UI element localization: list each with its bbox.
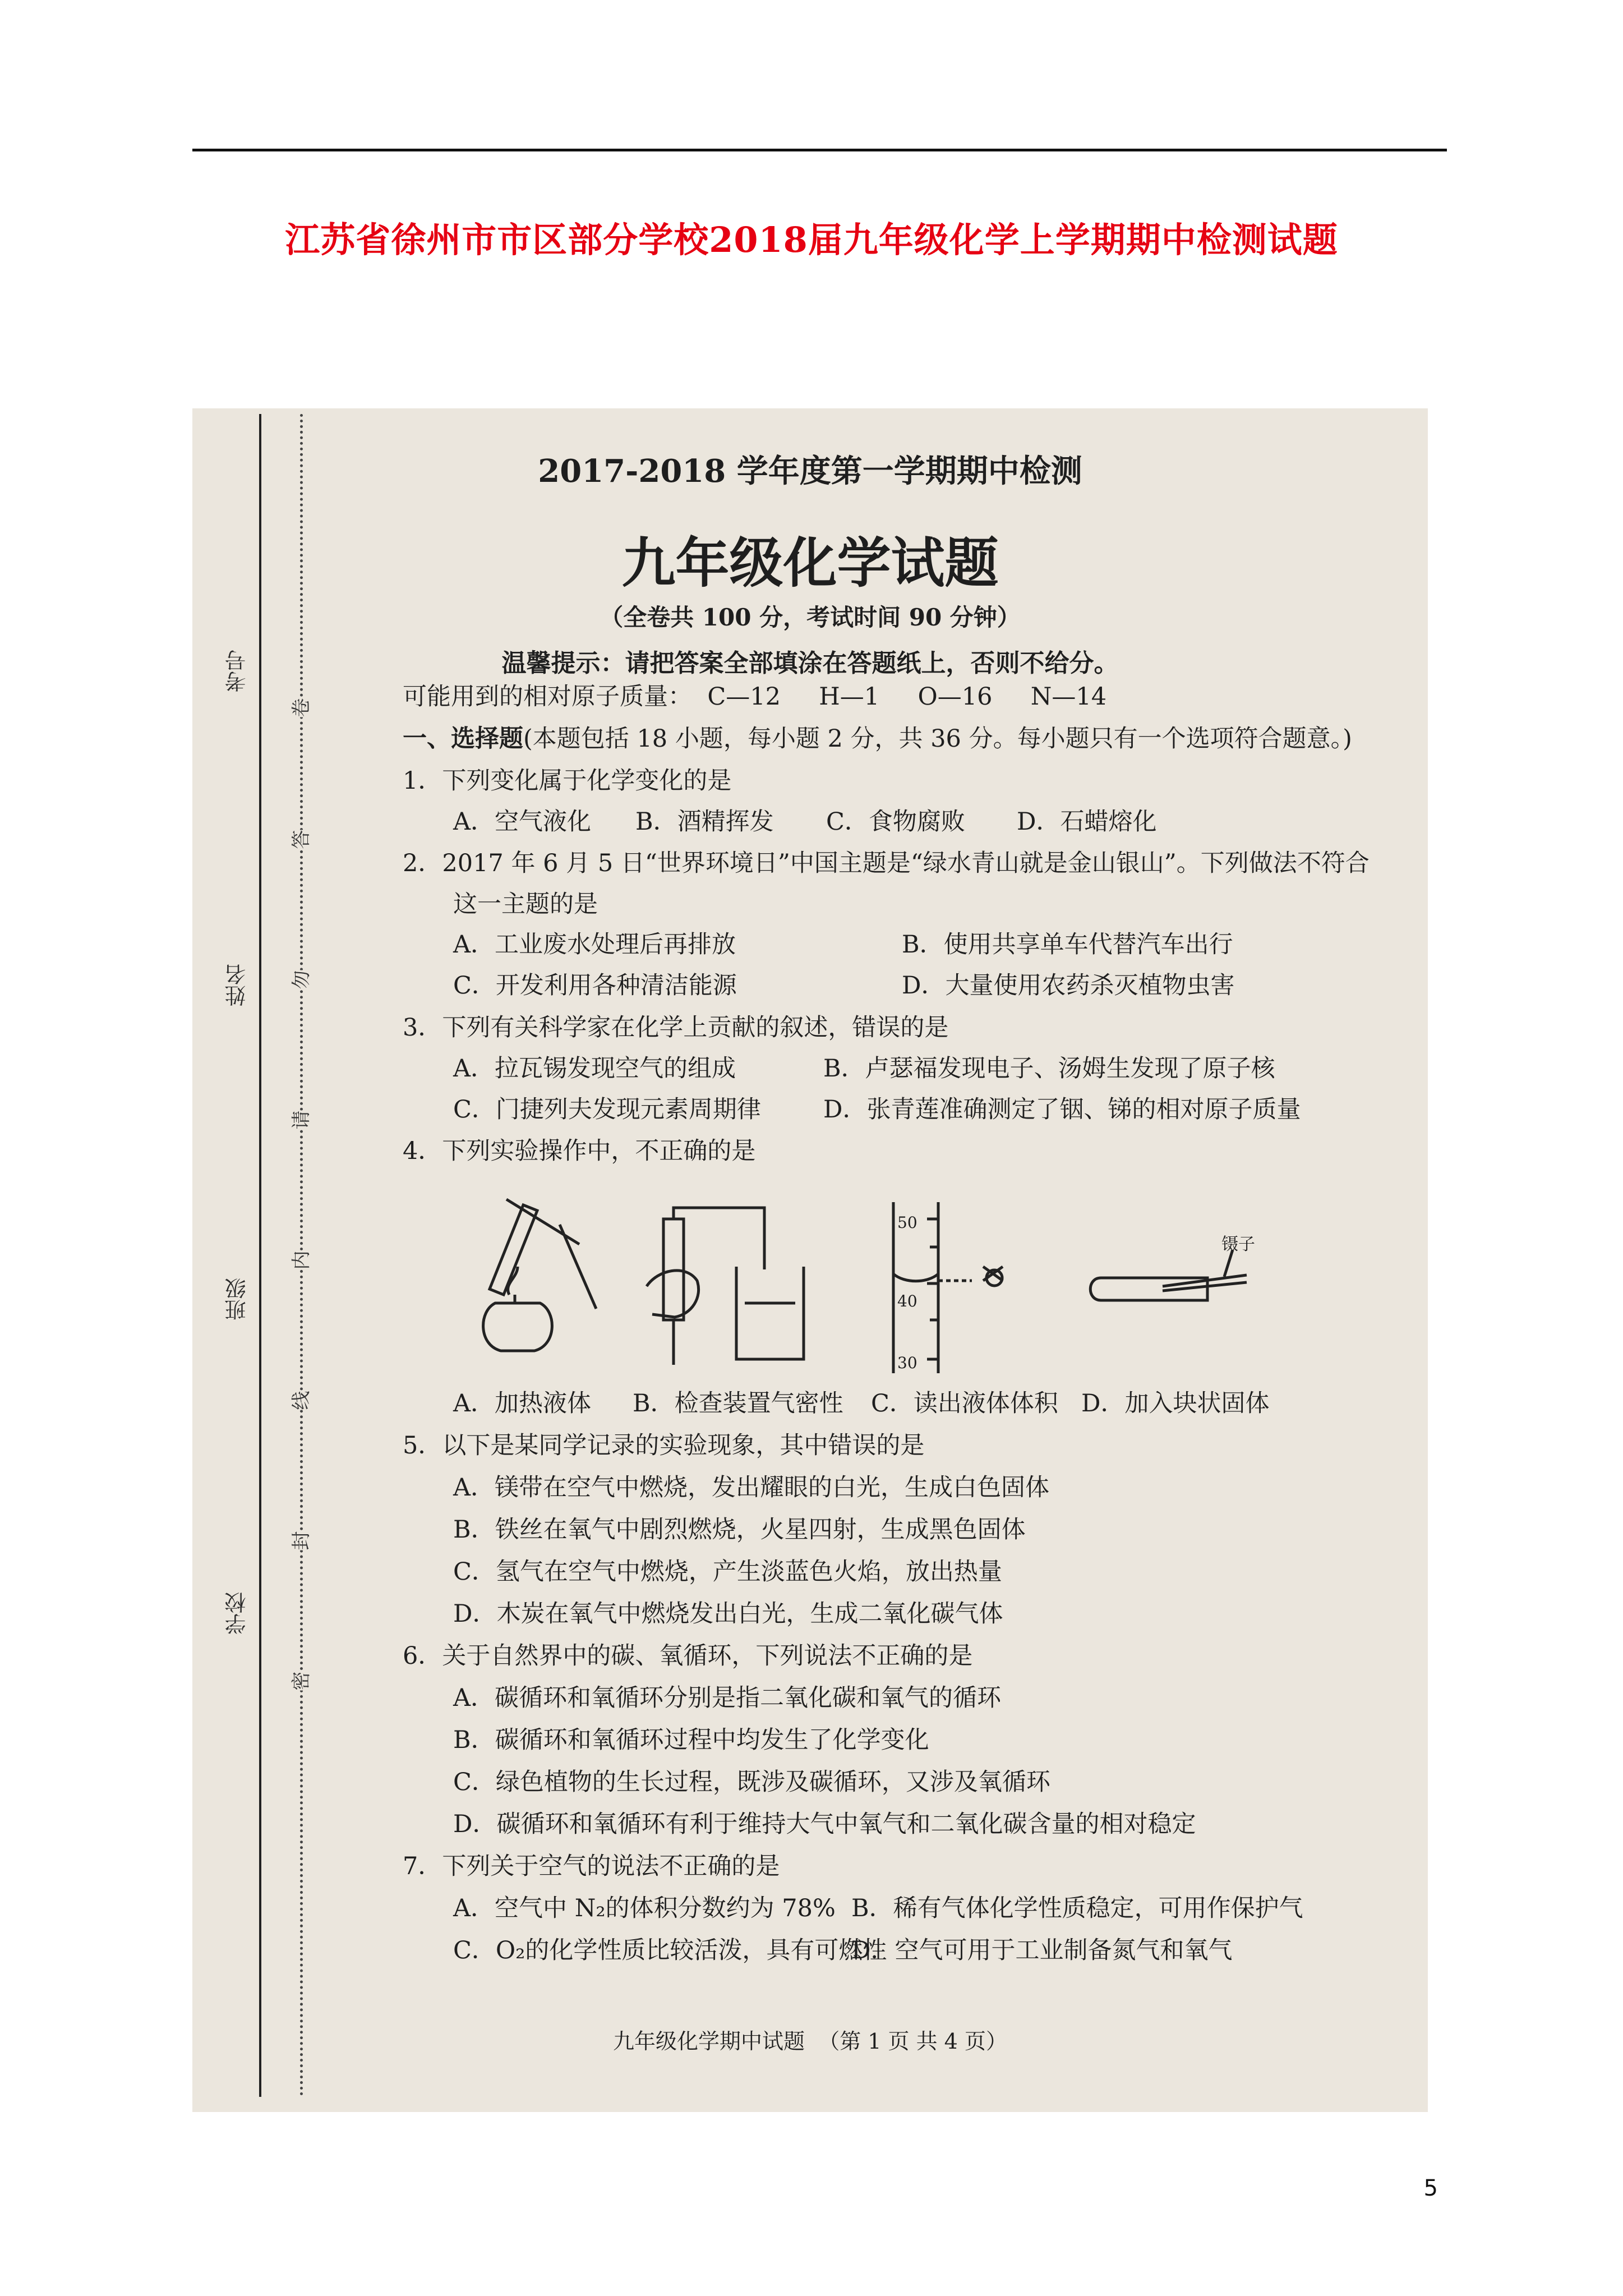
adding-solid-diagram — [1078, 1233, 1280, 1328]
q1-option-d: D．石蜡熔化 — [1017, 808, 1157, 836]
document-title: 江苏省徐州市市区部分学校2018届九年级化学上学期期中检测试题 — [285, 219, 1338, 260]
seal-char: 勿 — [284, 970, 316, 990]
q4-option-c: C．读出液体体积 — [871, 1389, 1058, 1418]
q7-option-a: A．空气中 N₂的体积分数约为 78% — [453, 1894, 836, 1922]
reading-volume-diagram — [882, 1197, 1062, 1376]
label-name: 姓名 — [225, 964, 250, 1006]
exam-title: 九年级化学试题 — [621, 531, 999, 595]
q5-option-d: D．木炭在氧气中燃烧发出白光，生成二氧化碳气体 — [453, 1600, 1003, 1628]
cylinder-mark-40: 40 — [897, 1292, 917, 1310]
q7-option-c: C．O₂的化学性质比较活泼，具有可燃性 — [453, 1936, 887, 1964]
q3-option-d: D．张青莲准确测定了铟、锑的相对原子质量 — [823, 1096, 1301, 1124]
q5-option-c: C．氢气在空气中燃烧，产生淡蓝色火焰，放出热量 — [453, 1558, 1002, 1586]
q2-option-a: A．工业废水处理后再排放 — [453, 931, 736, 959]
q6-option-d: D．碳循环和氧循环有利于维持大气中氧气和二氧化碳含量的相对稳定 — [453, 1810, 1196, 1838]
section-label: 一、选择题 — [403, 725, 523, 753]
cylinder-mark-50: 50 — [897, 1213, 917, 1232]
header-rule — [192, 149, 1447, 151]
heating-liquid-diagram — [462, 1182, 607, 1368]
question-7-stem: 7．下列关于空气的说法不正确的是 — [403, 1852, 780, 1880]
seal-char: 答 — [284, 830, 316, 849]
q4-option-b: B．检查装置气密性 — [633, 1389, 843, 1418]
q4-option-d: D．加入块状固体 — [1081, 1389, 1270, 1418]
exam-info: （全卷共 100 分，考试时间 90 分钟） — [600, 604, 1021, 631]
airtightness-check-diagram — [641, 1202, 820, 1370]
q3-option-a: A．拉瓦锡发现空气的组成 — [453, 1055, 736, 1083]
seal-char: 封 — [284, 1531, 316, 1550]
question-3-stem: 3．下列有关科学家在化学上贡献的叙述，错误的是 — [403, 1014, 949, 1042]
q6-option-b: B．碳循环和氧循环过程中均发生了化学变化 — [453, 1726, 929, 1754]
q3-option-c: C．门捷列夫发现元素周期律 — [453, 1096, 761, 1124]
section-heading — [403, 720, 1352, 754]
label-school: 学校 — [225, 1592, 250, 1635]
cylinder-mark-30: 30 — [897, 1354, 917, 1372]
atomic-mass-line: 可能用到的相对原子质量： C—12 H—1 O—16 N—14 — [403, 683, 1107, 711]
question-4-stem: 4．下列实验操作中，不正确的是 — [403, 1137, 756, 1165]
label-exam-number: 考号 — [225, 650, 250, 692]
seal-char: 内 — [284, 1251, 316, 1270]
label-class: 班级 — [225, 1278, 250, 1320]
q3-option-b: B．卢瑟福发现电子、汤姆生发现了原子核 — [823, 1055, 1275, 1083]
q1-option-c: C．食物腐败 — [826, 808, 965, 836]
q6-option-a: A．碳循环和氧循环分别是指二氧化碳和氧气的循环 — [453, 1684, 1002, 1712]
q1-option-a: A．空气液化 — [453, 808, 592, 836]
q5-option-a: A．镁带在空气中燃烧，发出耀眼的白光，生成白色固体 — [453, 1474, 1050, 1502]
question-1-stem: 1．下列变化属于化学变化的是 — [403, 767, 732, 795]
question-2-stem-cont: 这一主题的是 — [453, 890, 598, 918]
seal-char: 卷 — [284, 698, 316, 717]
page-number: 5 — [1423, 2175, 1438, 2201]
seal-char: 请 — [284, 1111, 316, 1130]
tweezers-label: 镊子 — [1221, 1235, 1255, 1254]
seal-char: 密 — [284, 1672, 316, 1691]
q4-option-a: A．加热液体 — [453, 1389, 592, 1418]
exam-year-line: 2017-2018 学年度第一学期期中检测 — [538, 453, 1082, 490]
q2-option-d: D．大量使用农药杀灭植物虫害 — [902, 972, 1235, 1000]
exam-page-footer: 九年级化学期中试题 （第 1 页 共 4 页） — [613, 2029, 1007, 2054]
q2-option-c: C．开发利用各种清洁能源 — [453, 972, 737, 1000]
q2-option-b: B．使用共享单车代替汽车出行 — [902, 931, 1233, 959]
scanned-exam-page — [192, 408, 1428, 2112]
q1-option-b: B．酒精挥发 — [635, 808, 774, 836]
question-2-stem: 2．2017 年 6 月 5 日“世界环境日”中国主题是“绿水青山就是金山银山”。下列做法不符合 — [403, 849, 1370, 877]
q7-option-d: D．空气可用于工业制备氮气和氧气 — [851, 1936, 1233, 1964]
seal-char: 线 — [284, 1391, 316, 1410]
section-description: (本题包括 18 小题，每小题 2 分，共 36 分。每小题只有一个选项符合题意。) — [523, 725, 1352, 753]
exam-tip: 温馨提示：请把答案全部填涂在答题纸上，否则不给分。 — [501, 649, 1119, 678]
q5-option-b: B．铁丝在氧气中剧烈燃烧，火星四射，生成黑色固体 — [453, 1516, 1026, 1544]
question-6-stem: 6．关于自然界中的碳、氧循环，下列说法不正确的是 — [403, 1642, 973, 1670]
q7-option-b: B．稀有气体化学性质稳定，可用作保护气 — [851, 1894, 1303, 1922]
question-5-stem: 5．以下是某同学记录的实验现象，其中错误的是 — [403, 1432, 925, 1460]
q6-option-c: C．绿色植物的生长过程，既涉及碳循环，又涉及氧循环 — [453, 1768, 1050, 1796]
